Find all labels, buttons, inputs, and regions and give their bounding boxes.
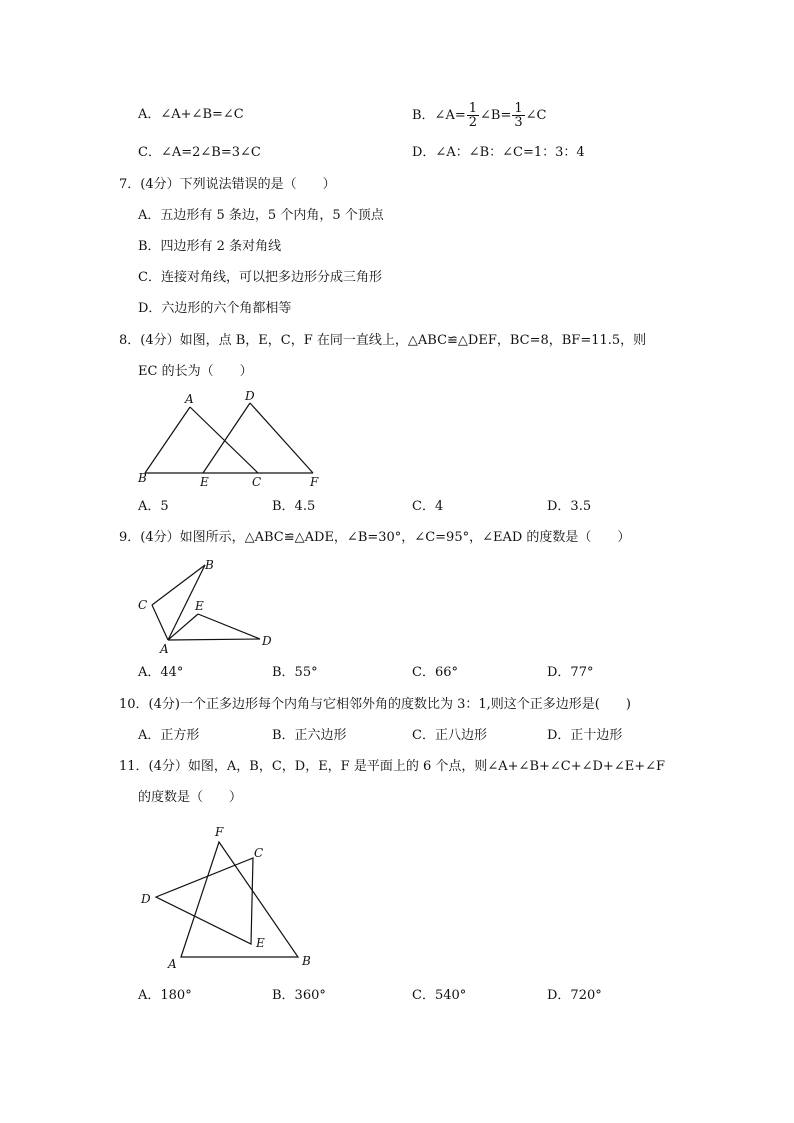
q8-side-ac [190,407,258,473]
q8-stem-line-1: 8．(4分）如图，点 B，E，C，F 在同一直线上，△ABC≌△DEF，BC=8，BF=11.5，则 [119,333,647,348]
q7-option-c: C．连接对角线，可以把多边形分成三角形 [138,270,382,285]
fraction-denominator: 2 [468,115,478,130]
q6-option-b-mid: ∠B= [480,108,512,123]
q11-label-b: B [302,954,311,968]
q11-label-c: C [254,846,264,860]
q8-option-a: A．5 [138,499,169,514]
q6-option-b-suffix: ∠C [525,108,547,123]
q8-option-b: B．4.5 [272,499,316,514]
q8-label-d: D [245,389,255,403]
q8-label-c: C [252,475,262,489]
q11-label-a: A [168,957,177,971]
q11-figure [138,820,328,975]
q10-option-d: D．正十边形 [547,728,623,743]
q9-label-c: C [138,598,148,612]
q8-label-b: B [138,471,147,485]
q11-label-f: F [215,825,224,839]
q11-option-b: B．360° [272,988,326,1003]
q7-option-b: B．四边形有 2 条对角线 [138,239,282,254]
q10-option-b: B．正六边形 [272,728,347,743]
fraction-numerator: 1 [514,101,523,116]
q9-label-b: B [205,558,214,572]
q8-label-a: A [185,392,194,406]
q6-option-c: C．∠A=2∠B=3∠C [138,145,261,160]
q9-stem: 9．(4分）如图所示，△ABC≌△ADE，∠B=30°，∠C=95°，∠EAD 的度数是（ ） [119,530,631,545]
q11-option-a: A．180° [138,988,192,1003]
q9-option-b: B．55° [272,665,318,680]
q9-side-ae [168,614,198,640]
q8-side-de [203,403,250,473]
q7-stem: 7．(4分）下列说法错误的是（ ） [119,177,336,192]
q9-option-a: A．44° [138,665,184,680]
q10-option-a: A．正方形 [138,728,200,743]
q9-figure [130,555,290,655]
q8-side-df [250,403,313,473]
q6-option-b-prefix: B．∠A= [412,108,466,123]
q6-option-a: A．∠A+∠B=∠C [138,107,244,122]
q7-option-d: D．六边形的六个角都相等 [138,301,292,316]
q6-option-b [412,96,546,136]
fraction-numerator: 1 [468,101,478,116]
q8-label-f: F [310,475,319,489]
q11-label-e: E [256,936,265,950]
q8-figure [130,385,330,495]
q9-side-ed [198,614,260,639]
q6-option-b-fraction-1 [467,102,479,129]
q9-side-ca [152,605,168,640]
q7-option-a: A．五边形有 5 条边，5 个内角，5 个顶点 [138,208,384,223]
q9-option-d: D．77° [547,665,594,680]
q10-option-c: C．正八边形 [412,728,487,743]
q8-label-e: E [200,475,209,489]
q11-label-d: D [141,892,151,906]
q10-stem: 10．(4分)一个正多边形每个内角与它相邻外角的度数比为 3：1,则这个正多边形是( ) [119,697,631,712]
q8-stem-line-2: EC 的长为（ ） [138,364,253,379]
q6-option-b-fraction-2 [512,102,524,129]
q6-option-d: D．∠A：∠B：∠C=1：3：4 [412,145,585,160]
q9-side-ad [168,639,260,640]
q8-option-d: D．3.5 [547,499,592,514]
q8-option-c: C．4 [412,499,444,514]
q11-stem-line-2: 的度数是（ ） [138,790,243,805]
q11-triangle-afb [181,842,298,957]
q9-label-d: D [262,634,272,648]
q9-label-a: A [160,642,169,656]
q11-stem-line-1: 11．(4分）如图，A，B，C，D，E，F 是平面上的 6 个点，则∠A+∠B+∠C+∠D+∠E+∠F [119,759,666,774]
q9-option-c: C．66° [412,665,458,680]
q8-side-ab [145,407,190,473]
q9-label-e: E [195,599,204,613]
q11-option-d: D．720° [547,988,602,1003]
fraction-denominator: 3 [514,115,523,130]
q11-option-c: C．540° [412,988,467,1003]
